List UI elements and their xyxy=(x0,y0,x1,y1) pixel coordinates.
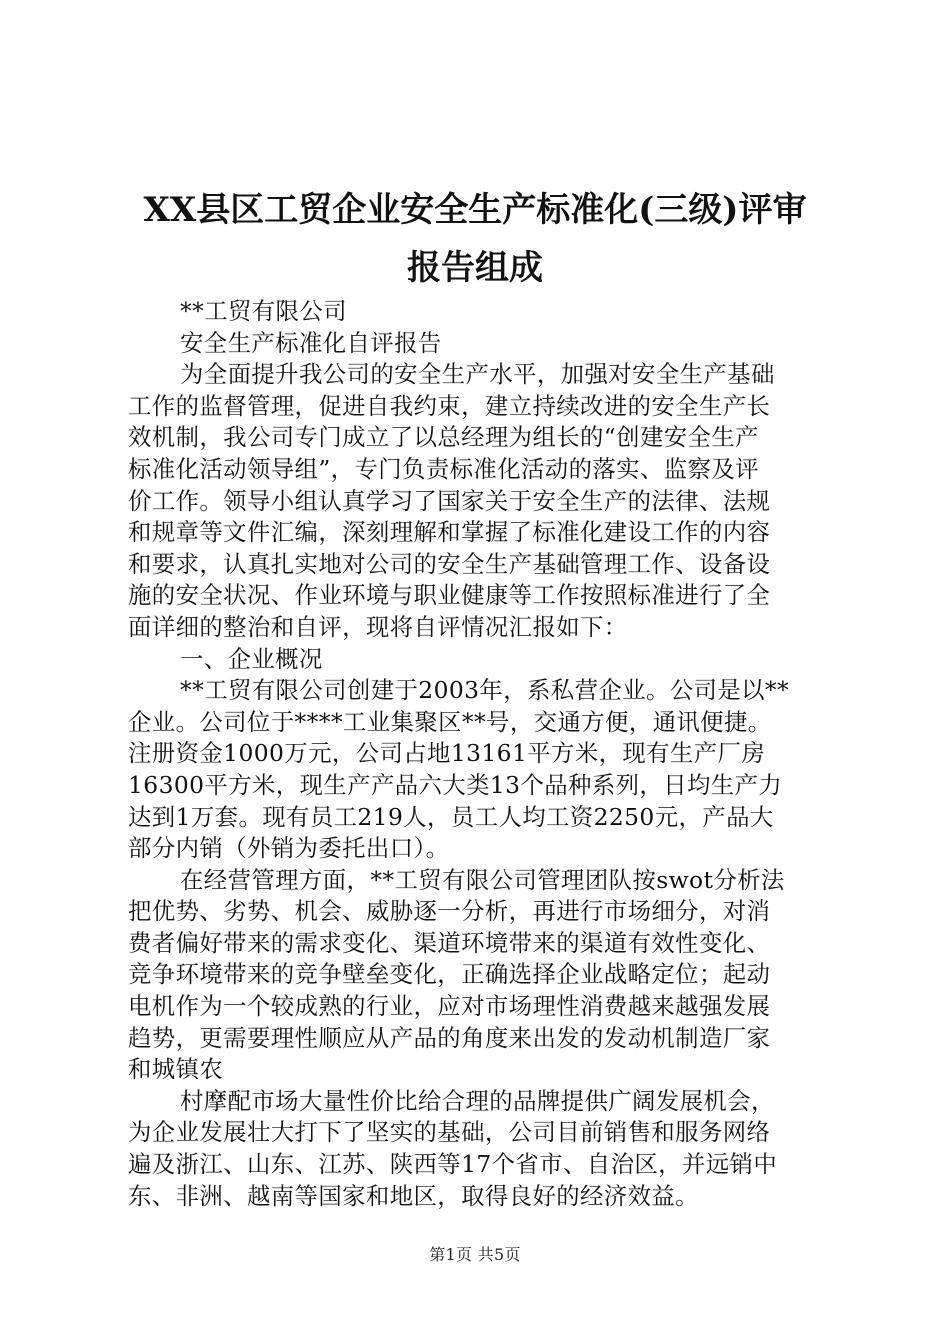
document-body xyxy=(128,296,840,1212)
body-text-line: 16300平方米，现生产产品六大类13个品种系列，日均生产力 xyxy=(128,770,783,799)
document-title-line-1: XX县区工贸企业安全生产标准化(三级)评审 xyxy=(143,190,807,230)
body-text-line: 把优势、劣势、机会、威胁逐一分析，再进行市场细分，对消 xyxy=(128,897,771,926)
body-text-line: 面详细的整治和自评，现将自评情况汇报如下： xyxy=(128,612,628,641)
body-text-line: 为全面提升我公司的安全生产水平，加强对安全生产基础 xyxy=(180,360,775,389)
body-text-line: 部分内销（外销为委托出口）。 xyxy=(128,834,450,863)
body-text-line: 为企业发展壮大打下了坚实的基础，公司目前销售和服务网络 xyxy=(128,1118,771,1147)
body-text-line: 价工作。领导小组认真学习了国家关于安全生产的法律、法规 xyxy=(128,486,771,515)
body-text-line: 一、企业概况 xyxy=(180,644,323,673)
body-text-line: 注册资金1000万元，公司占地13161平方米，现有生产厂房 xyxy=(128,739,766,768)
body-text-line: 在经营管理方面，**工贸有限公司管理团队按swot分析法 xyxy=(180,865,785,894)
body-text-line: 企业。公司位于****工业集聚区**号，交通方便，通讯便捷。 xyxy=(128,707,772,736)
body-text-line: 趋势，更需要理性顺应从产品的角度来出发的发动机制造厂家 xyxy=(128,1023,771,1052)
body-text-line: **工贸有限公司 xyxy=(180,297,347,325)
body-text-line: 工作的监督管理，促进自我约束，建立持续改进的安全生产长 xyxy=(128,391,771,420)
body-text-line: 遍及浙江、山东、江苏、陕西等17个省市、自治区，并远销中 xyxy=(128,1150,778,1179)
body-text-line: 和城镇农 xyxy=(128,1055,224,1084)
page-footer: 第1页 共5页 xyxy=(429,1245,521,1264)
document-title-line-2: 报告组成 xyxy=(407,248,543,288)
body-text-line: 和要求，认真扎实地对公司的安全生产基础管理工作、设备设 xyxy=(128,549,771,578)
body-text-line: 施的安全状况、作业环境与职业健康等工作按照标准进行了全 xyxy=(128,581,771,610)
body-text-line: 竞争环境带来的竞争壁垒变化，正确选择企业战略定位；起动 xyxy=(128,960,771,989)
body-text-line: 效机制，我公司专门成立了以总经理为组长的“创建安全生产 xyxy=(128,423,759,452)
body-text-line: 安全生产标准化自评报告 xyxy=(180,328,442,357)
body-text-line: 和规章等文件汇编，深刻理解和掌握了标准化建设工作的内容 xyxy=(128,518,771,547)
body-text-line: 费者偏好带来的需求变化、渠道环境带来的渠道有效性变化、 xyxy=(128,928,771,957)
body-text-line: 电机作为一个较成熟的行业，应对市场理性消费越来越强发展 xyxy=(128,992,771,1021)
body-text-line: 达到1万套。现有员工219人，员工人均工资2250元，产品大 xyxy=(128,802,774,831)
body-text-line: **工贸有限公司创建于2003年，系私营企业。公司是以** xyxy=(180,676,790,705)
body-text-line: 东、非洲、越南等国家和地区，取得良好的经济效益。 xyxy=(128,1181,699,1210)
body-text-line: 村摩配市场大量性价比给合理的品牌提供广阔发展机会， xyxy=(180,1086,775,1115)
body-text-line: 标准化活动领导组”，专门负责标准化活动的落实、监察及评 xyxy=(128,454,759,483)
